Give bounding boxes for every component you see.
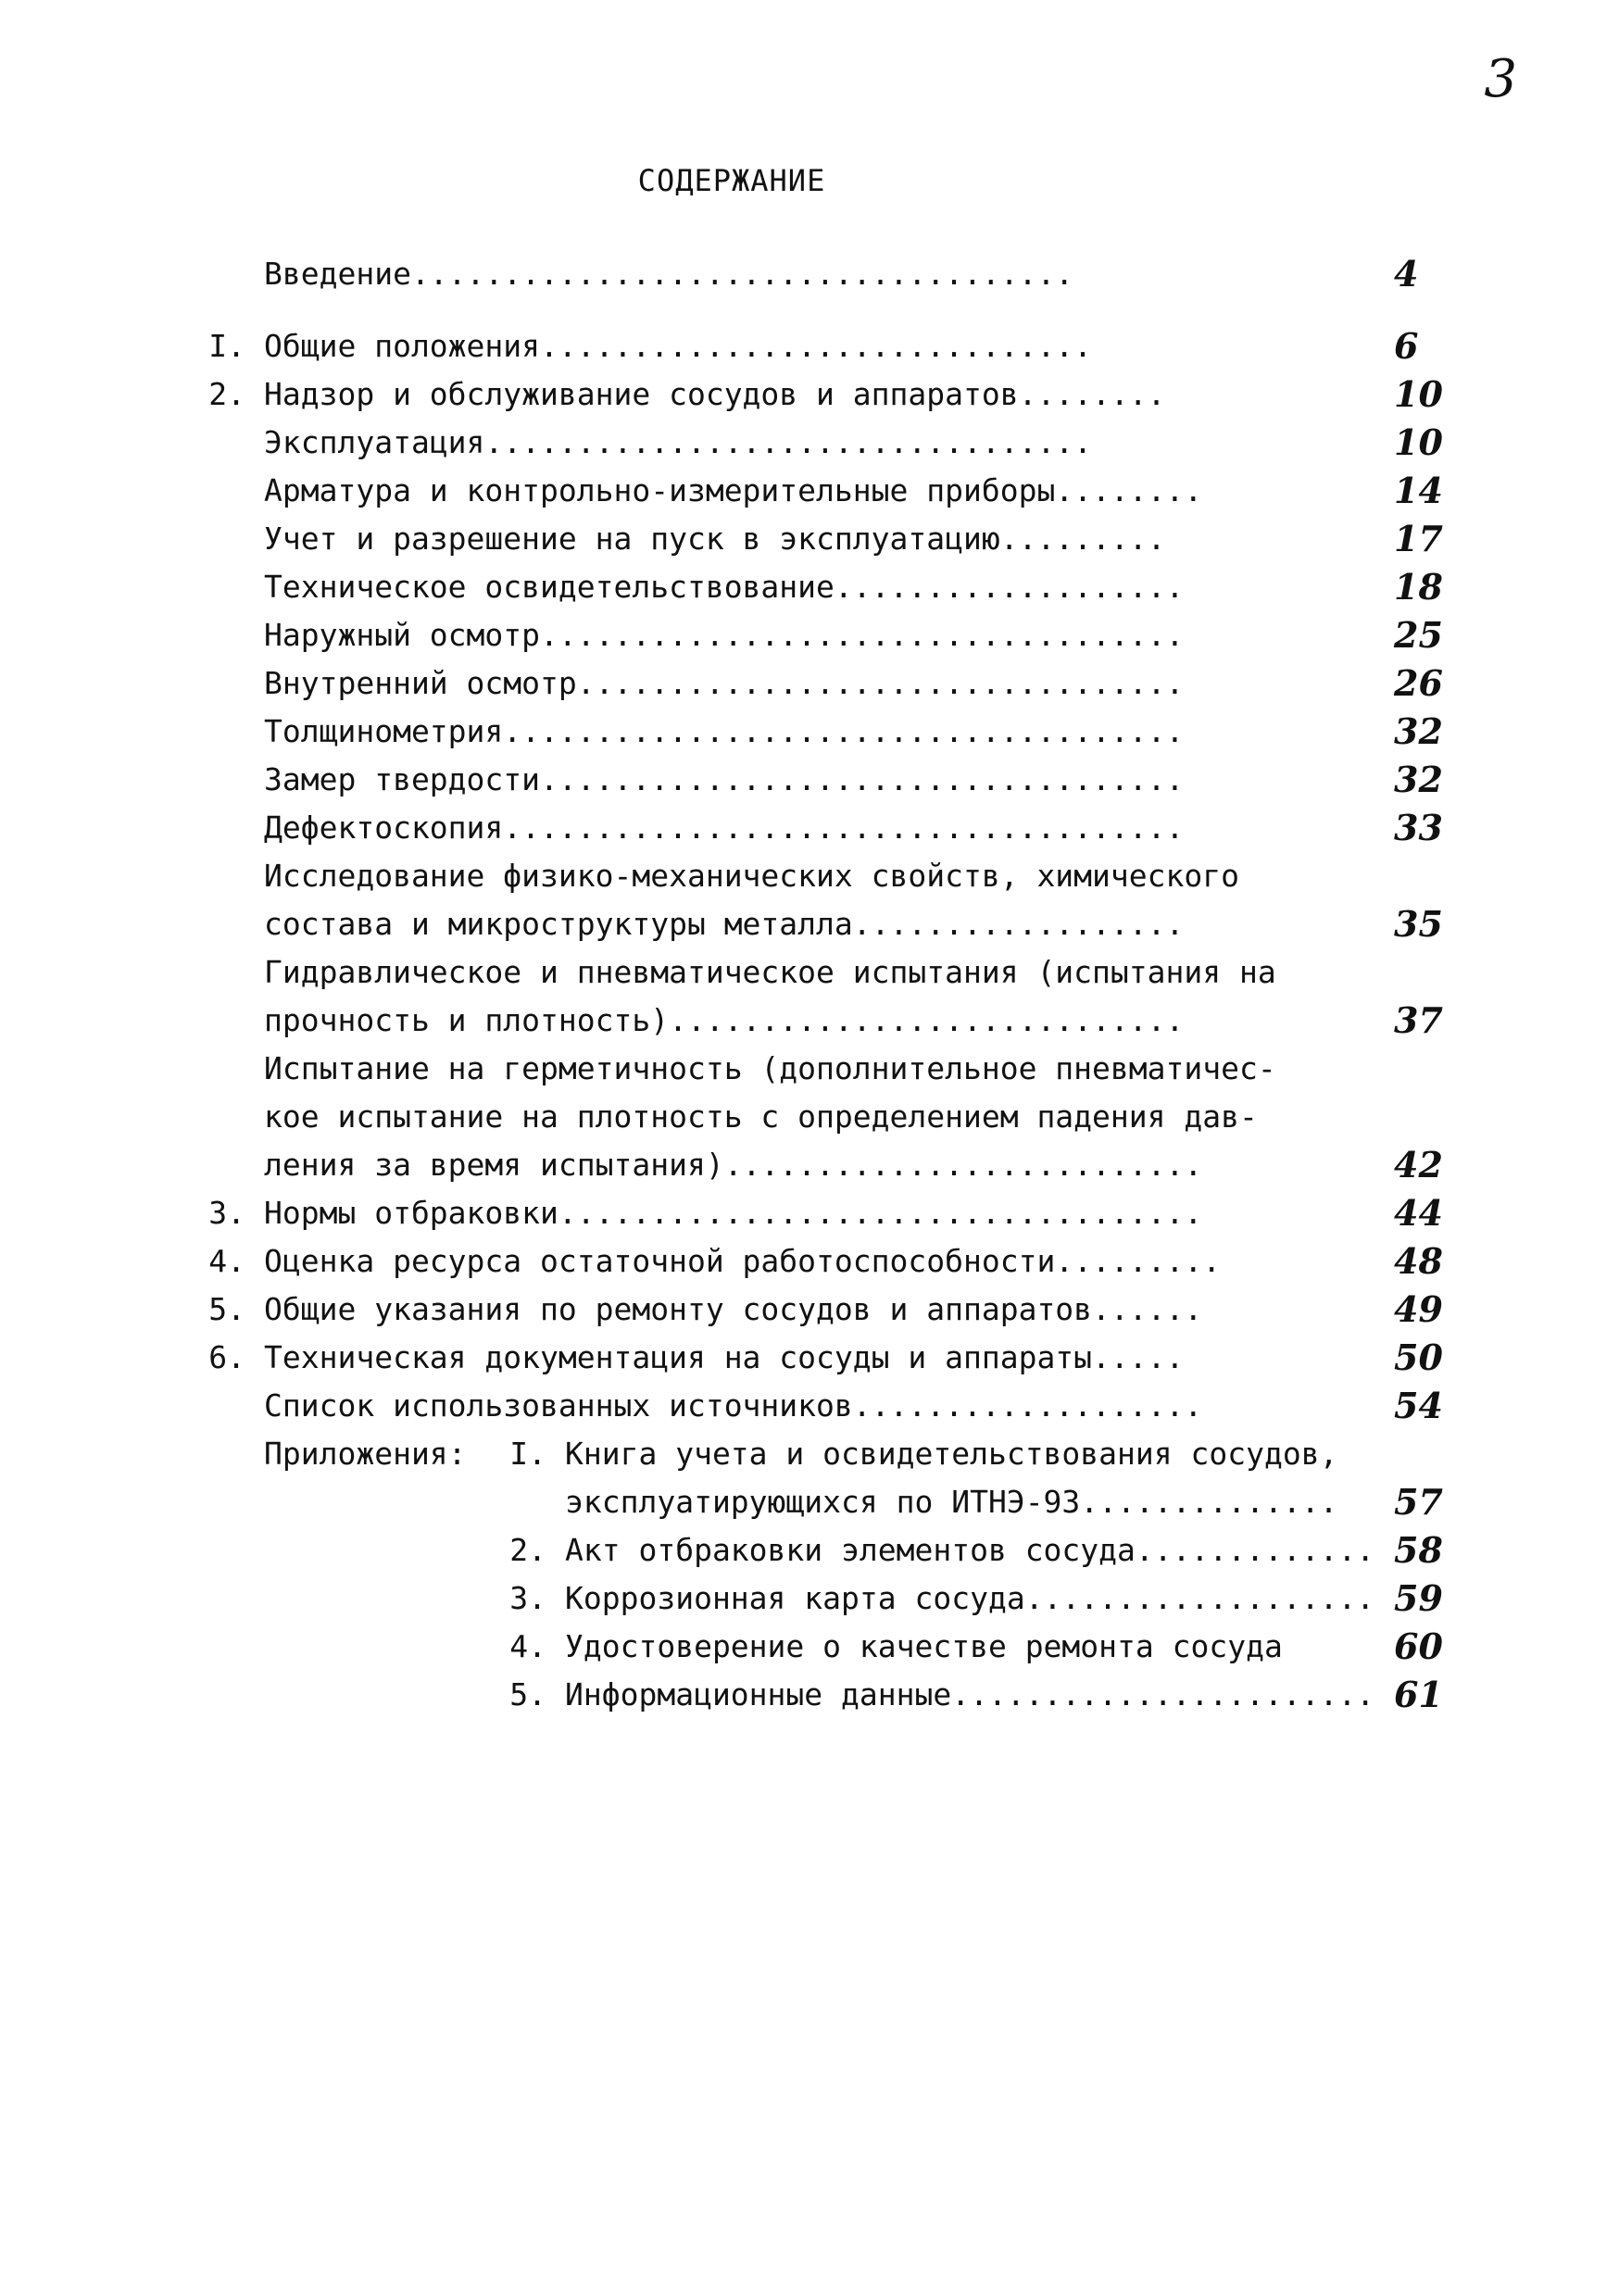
toc-title: Арматура и контрольно-измерительные приборы........ — [264, 472, 1203, 508]
toc-row — [0, 370, 1619, 419]
appendix-row — [0, 1575, 1619, 1623]
toc-title: прочность и плотность)............................ — [264, 1002, 1185, 1038]
toc-title: Замер твердости................................... — [264, 761, 1185, 797]
toc-number: 6. — [208, 1339, 245, 1375]
toc-title: Введение.................................... — [264, 256, 1074, 292]
appendix-number: I. — [509, 1436, 546, 1472]
toc-row — [0, 659, 1619, 708]
appendix-label: Приложения: — [264, 1436, 467, 1472]
toc-row — [0, 1141, 1619, 1189]
toc-row — [0, 1286, 1619, 1334]
toc-row — [0, 515, 1619, 563]
toc-row — [0, 756, 1619, 804]
toc-row — [0, 708, 1619, 756]
toc-title: Общие положения.............................. — [264, 328, 1093, 364]
appendix-row — [0, 1623, 1619, 1671]
toc-row — [0, 467, 1619, 515]
toc-page: 17 — [1394, 518, 1443, 559]
appendix-title: Акт отбраковки элементов сосуда............. — [565, 1532, 1375, 1568]
toc-page: 32 — [1394, 710, 1443, 752]
appendix-title: Удостоверение о качестве ремонта сосуда — [565, 1628, 1283, 1664]
appendix-number: 3. — [509, 1580, 546, 1616]
appendix-page: 57 — [1394, 1481, 1443, 1523]
toc-page: 37 — [1394, 999, 1443, 1041]
toc-page: 4 — [1394, 253, 1419, 295]
toc-title: Дефектоскопия..................................... — [264, 809, 1185, 846]
toc-title: Эксплуатация................................. — [264, 424, 1093, 460]
toc-page: 42 — [1394, 1144, 1443, 1186]
toc-title: кое испытание на плотность с определением падения дав- — [264, 1098, 1258, 1135]
toc-page: 6 — [1394, 325, 1419, 367]
document-title: СОДЕРЖАНИЕ — [637, 163, 826, 198]
page-number: 3 — [1484, 49, 1517, 109]
toc-page: 14 — [1394, 470, 1443, 511]
toc-title: Надзор и обслуживание сосудов и аппаратов........ — [264, 376, 1166, 412]
toc-page: 26 — [1394, 662, 1443, 704]
toc-row — [0, 1045, 1619, 1093]
toc-row — [0, 1189, 1619, 1237]
appendix-number: 5. — [509, 1676, 546, 1713]
appendix-row — [0, 1430, 1619, 1478]
appendix-title: Книга учета и освидетельствования сосудов, — [565, 1436, 1338, 1472]
appendix-page: 59 — [1394, 1577, 1443, 1619]
appendix-page: 60 — [1394, 1625, 1443, 1667]
toc-row — [0, 948, 1619, 997]
toc-number: 5. — [208, 1291, 245, 1327]
appendix-row — [0, 1478, 1619, 1526]
toc-title: Исследование физико-механических свойств, химического — [264, 858, 1239, 894]
toc-page: 50 — [1394, 1336, 1443, 1378]
toc-row — [0, 1237, 1619, 1286]
appendix-page: 58 — [1394, 1529, 1443, 1571]
toc-title: Наружный осмотр................................... — [264, 617, 1185, 653]
toc-page: 18 — [1394, 566, 1443, 608]
appendix-row — [0, 1671, 1619, 1719]
toc-title: Список использованных источников................... — [264, 1387, 1203, 1424]
toc-title: ления за время испытания).......................... — [264, 1147, 1203, 1183]
toc-title: Толщинометрия..................................... — [264, 713, 1185, 749]
appendix-title: Информационные данные....................... — [565, 1676, 1375, 1713]
toc-row — [0, 563, 1619, 611]
toc-row — [0, 900, 1619, 948]
toc-row — [0, 997, 1619, 1045]
toc-title: Внутренний осмотр................................. — [264, 665, 1185, 701]
appendix-title: Коррозионная карта сосуда................... — [565, 1580, 1375, 1616]
toc-row — [0, 1382, 1619, 1430]
toc-title: Общие указания по ремонту сосудов и аппаратов...... — [264, 1291, 1203, 1327]
toc-row — [0, 1093, 1619, 1141]
toc-page: 32 — [1394, 759, 1443, 800]
toc-number: 4. — [208, 1243, 245, 1279]
toc-title: Гидравлическое и пневматическое испытания (испытания на — [264, 954, 1276, 990]
table-of-contents — [0, 250, 1619, 1719]
toc-row — [0, 804, 1619, 852]
appendix-row — [0, 1526, 1619, 1575]
appendix-number: 4. — [509, 1628, 546, 1664]
toc-row — [0, 419, 1619, 467]
toc-page: 54 — [1394, 1385, 1443, 1426]
toc-title: Испытание на герметичность (дополнительное пневматичес- — [264, 1050, 1276, 1086]
toc-page: 10 — [1394, 421, 1443, 463]
toc-row — [0, 1334, 1619, 1382]
toc-page: 35 — [1394, 903, 1443, 945]
appendix-page: 61 — [1394, 1674, 1443, 1715]
toc-title: Оценка ресурса остаточной работоспособности......... — [264, 1243, 1222, 1279]
toc-row — [0, 852, 1619, 900]
toc-spacer — [0, 298, 1619, 322]
toc-row — [0, 250, 1619, 298]
appendix-title: эксплуатирующихся по ИТНЭ-93.............. — [565, 1484, 1338, 1520]
toc-title: состава и микроструктуры металла.................. — [264, 906, 1185, 942]
toc-page: 33 — [1394, 807, 1443, 848]
toc-number: 3. — [208, 1195, 245, 1231]
toc-page: 44 — [1394, 1192, 1443, 1234]
toc-title: Нормы отбраковки................................... — [264, 1195, 1203, 1231]
appendix-number: 2. — [509, 1532, 546, 1568]
toc-page: 10 — [1394, 373, 1443, 415]
toc-page: 25 — [1394, 614, 1443, 656]
toc-title: Учет и разрешение на пуск в эксплуатацию......... — [264, 521, 1166, 557]
toc-page: 48 — [1394, 1240, 1443, 1282]
toc-title: Техническая документация на сосуды и аппараты..... — [264, 1339, 1185, 1375]
toc-title: Техническое освидетельствование................... — [264, 569, 1185, 605]
toc-row — [0, 611, 1619, 659]
toc-page: 49 — [1394, 1288, 1443, 1330]
toc-row — [0, 322, 1619, 370]
toc-number: 2. — [208, 376, 245, 412]
toc-number: I. — [208, 328, 245, 364]
